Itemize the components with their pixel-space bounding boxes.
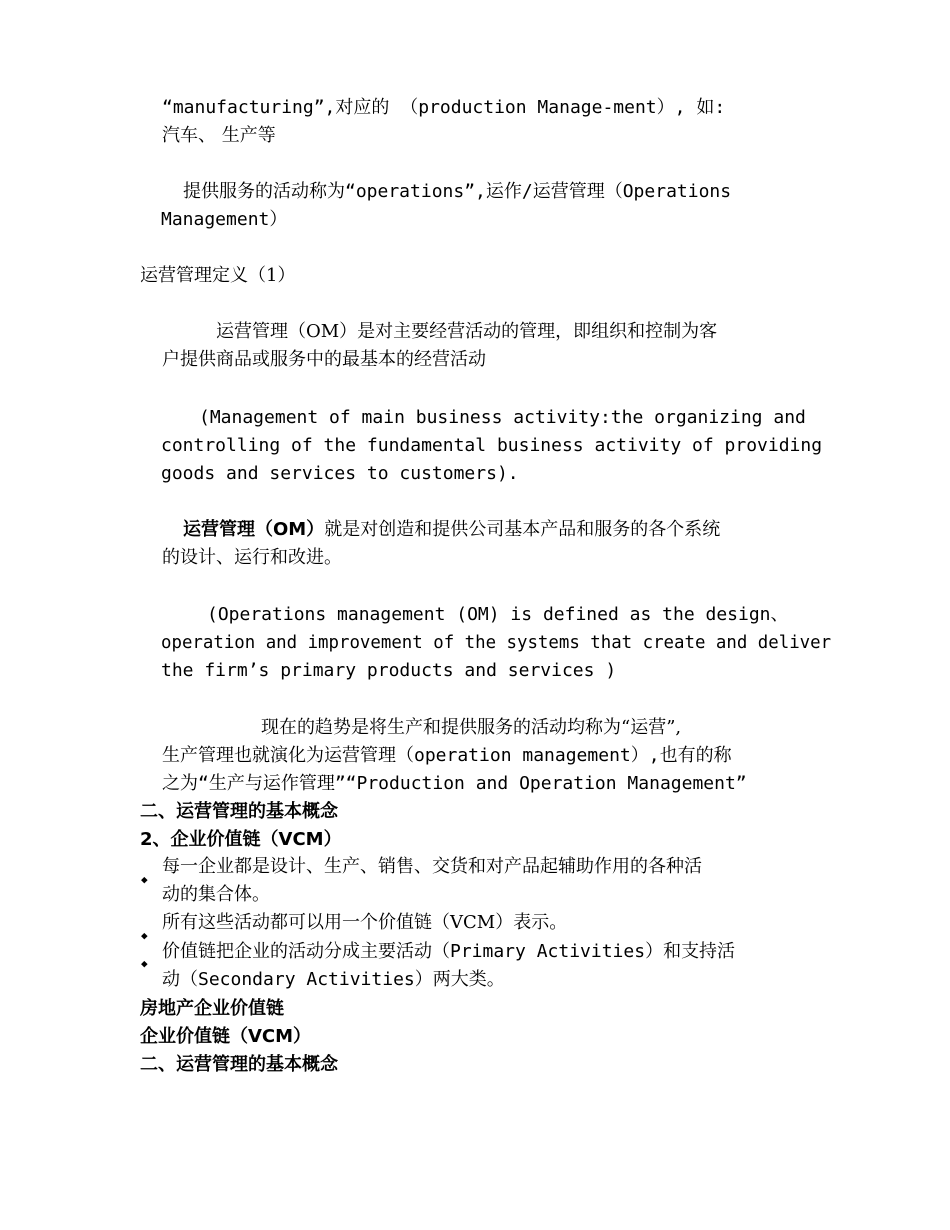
p1-line-1: “manufacturing”,对应的 （production Manage-ment）, 如:	[162, 97, 726, 118]
p7-line-2: 生产管理也就演化为运营管理（operation management）,也有的称	[162, 745, 732, 766]
bullet-3-line-1: 价值链把企业的活动分成主要活动（Primary Activities）和支持活	[162, 941, 736, 962]
p4-line-2: controlling of the fundamental business activity of providing	[161, 435, 823, 456]
bullet-1-line-2: 动的集合体。	[162, 884, 270, 905]
p3-line-2: 户提供商品或服务中的最基本的经营活动	[162, 349, 486, 370]
basic-concepts-heading: 二、运营管理的基本概念	[140, 801, 338, 822]
realestate-heading: 房地产企业价值链	[140, 998, 284, 1019]
bullet-3-line-2: 动（Secondary Activities）两大类。	[162, 969, 505, 990]
p2-line-2: Management）	[161, 209, 288, 230]
vcm-heading: 2、企业价值链（VCM）	[140, 829, 342, 850]
bullet-1-line-1: 每一企业都是设计、生产、销售、交货和对产品起辅助作用的各种活	[162, 856, 702, 877]
p6-line-1: (Operations management (OM) is defined as the design、	[207, 604, 789, 625]
p1-line-2: 汽车、 生产等	[162, 125, 276, 146]
diamond-bullet-icon: ◆	[141, 929, 148, 942]
diamond-bullet-icon: ◆	[141, 873, 148, 886]
p5-line-1-rest: 就是对创造和提供公司基本产品和服务的各个系统	[324, 519, 721, 540]
p6-line-2: operation and improvement of the systems that create and deliver	[161, 633, 832, 653]
p7-line-3: 之为“生产与运作管理”“Production and Operation Management”	[162, 773, 747, 794]
diamond-bullet-icon: ◆	[141, 957, 148, 970]
p3-line-1: 运营管理（OM）是对主要经营活动的管理，即组织和控制为客	[216, 321, 718, 342]
p7-line-1: 现在的趋势是将生产和提供服务的活动均称为“运营”,	[261, 717, 682, 738]
basic-concepts-heading-2: 二、运营管理的基本概念	[140, 1054, 338, 1075]
p6-line-3: the firm’s primary products and services )	[161, 660, 617, 681]
p4-line-3: goods and services to customers).	[161, 463, 519, 484]
bullet-2-line-1: 所有这些活动都可以用一个价值链（VCM）表示。	[162, 912, 568, 933]
om-bold-term: 运营管理（OM）	[183, 519, 325, 540]
p5-line-1	[183, 516, 720, 544]
definition-heading: 运营管理定义（1）	[140, 265, 296, 286]
p5-line-2: 的设计、运行和改进。	[162, 547, 342, 568]
vcm-heading-2: 企业价值链（VCM）	[140, 1026, 312, 1047]
p2-line-1: 提供服务的活动称为“operations”,运作/运营管理（Operations	[183, 181, 732, 202]
p4-line-1: (Management of main business activity:the organizing and	[199, 407, 806, 428]
